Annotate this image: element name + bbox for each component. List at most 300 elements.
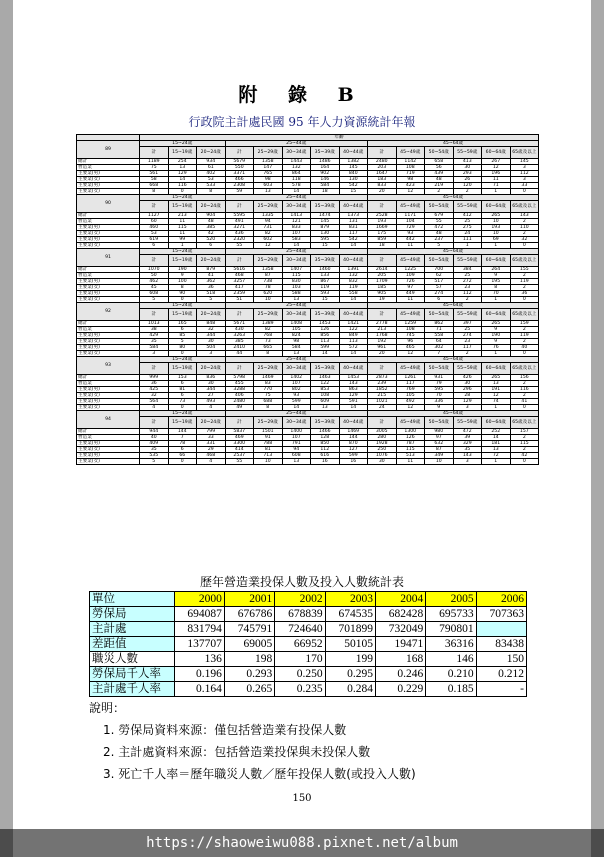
row-label: 主要業(男) bbox=[77, 345, 140, 351]
data-cell: 117 bbox=[453, 345, 482, 351]
stats-value: 69005 bbox=[224, 637, 274, 652]
year-header: 2006 bbox=[476, 592, 526, 607]
row-label: 總計 bbox=[77, 267, 140, 273]
data-cell: 24 bbox=[368, 405, 397, 411]
data-cell: 609 bbox=[311, 399, 340, 405]
data-cell: 1300 bbox=[396, 429, 425, 435]
data-cell: 384 bbox=[453, 267, 482, 273]
column-header: 30~34歲 bbox=[282, 363, 311, 375]
row-label: 主要業(男) bbox=[77, 291, 140, 297]
data-cell: 688 bbox=[254, 399, 283, 405]
data-cell: 853 bbox=[311, 387, 340, 393]
row-label: 營造業 bbox=[77, 273, 140, 279]
data-cell: 8 bbox=[254, 405, 283, 411]
data-cell: 39 bbox=[453, 435, 482, 441]
column-header: 20~24歲 bbox=[197, 147, 226, 159]
column-header: 15~19歲 bbox=[168, 417, 197, 429]
data-cell: 108 bbox=[396, 165, 425, 171]
data-cell: 491 bbox=[225, 219, 254, 225]
data-cell: 20 bbox=[368, 189, 397, 195]
stats-value: 0.185 bbox=[426, 682, 476, 697]
data-cell: 23 bbox=[453, 339, 482, 345]
data-cell: 144 bbox=[168, 429, 197, 435]
data-cell: 272 bbox=[453, 279, 482, 285]
data-cell: 97 bbox=[396, 285, 425, 291]
data-cell: 100 bbox=[168, 279, 197, 285]
group-label-25-44: 25~44歲 bbox=[225, 141, 368, 147]
stats-row bbox=[90, 637, 527, 652]
data-cell: 126 bbox=[396, 435, 425, 441]
stats-row-label: 主計處千人率 bbox=[90, 682, 175, 697]
data-cell: 1460 bbox=[311, 267, 340, 273]
data-cell: 616 bbox=[311, 453, 340, 459]
data-cell: 833 bbox=[282, 225, 311, 231]
data-cell: 32 bbox=[140, 393, 169, 399]
column-header: 25~29歲 bbox=[254, 417, 283, 429]
data-cell: 175 bbox=[368, 231, 397, 237]
data-cell: 45 bbox=[140, 285, 169, 291]
column-header: 50~54歲 bbox=[425, 147, 454, 159]
data-cell: 1768 bbox=[368, 333, 397, 339]
data-cell: 33 bbox=[197, 435, 226, 441]
data-cell: 131 bbox=[339, 219, 368, 225]
data-cell: 836 bbox=[197, 375, 226, 381]
data-cell: 69 bbox=[482, 237, 511, 243]
data-cell: 239 bbox=[368, 381, 397, 387]
data-cell: 2 bbox=[510, 339, 539, 345]
column-header: 60~64歲 bbox=[482, 363, 511, 375]
data-cell: 423 bbox=[396, 183, 425, 189]
data-cell: 56 bbox=[425, 165, 454, 171]
row-label: 主要業(男) bbox=[77, 441, 140, 447]
data-cell: 50 bbox=[140, 273, 169, 279]
year-cell: 89 bbox=[77, 141, 140, 159]
data-cell: 70 bbox=[425, 393, 454, 399]
data-cell: 1171 bbox=[396, 213, 425, 219]
data-cell: 145 bbox=[339, 165, 368, 171]
column-header: 20~24歲 bbox=[197, 417, 226, 429]
data-cell: 36 bbox=[197, 285, 226, 291]
stats-value: 137707 bbox=[174, 637, 224, 652]
stats-value: - bbox=[476, 682, 526, 697]
data-cell: 468 bbox=[197, 453, 226, 459]
data-cell: 5679 bbox=[225, 159, 254, 165]
data-cell: 116 bbox=[168, 183, 197, 189]
data-cell: 3 bbox=[510, 177, 539, 183]
data-cell: 119 bbox=[339, 285, 368, 291]
data-cell: 862 bbox=[425, 321, 454, 327]
data-cell: 42 bbox=[197, 231, 226, 237]
data-cell: 112 bbox=[510, 171, 539, 177]
row-label: 主要業(女) bbox=[77, 177, 140, 183]
data-cell: 111 bbox=[453, 237, 482, 243]
data-cell: 2528 bbox=[368, 213, 397, 219]
data-cell: 879 bbox=[311, 225, 340, 231]
row-label: 營造業 bbox=[77, 219, 140, 225]
data-cell: 1335 bbox=[254, 213, 283, 219]
column-header: 65歲及以上 bbox=[510, 417, 539, 429]
data-cell: 0 bbox=[510, 351, 539, 357]
group-label-45-64: 45~64歲 bbox=[368, 411, 539, 417]
data-cell: 1 bbox=[482, 405, 511, 411]
data-cell: 856 bbox=[311, 333, 340, 339]
stats-row-label: 勞保局 bbox=[90, 607, 175, 622]
data-cell: 94 bbox=[282, 447, 311, 453]
data-cell: 24 bbox=[453, 231, 482, 237]
notes-heading: 說明： bbox=[89, 701, 126, 715]
column-header: 15~19歲 bbox=[168, 147, 197, 159]
data-cell: 902 bbox=[311, 171, 340, 177]
column-header: 60~64歲 bbox=[482, 255, 511, 267]
data-cell: 462 bbox=[140, 279, 169, 285]
column-header: 30~34歲 bbox=[282, 255, 311, 267]
data-cell: 1358 bbox=[254, 159, 283, 165]
column-header: 55~59歲 bbox=[453, 309, 482, 321]
data-cell: 110 bbox=[510, 225, 539, 231]
data-cell: 133 bbox=[311, 273, 340, 279]
data-cell: 13 bbox=[482, 447, 511, 453]
stats-value: 732049 bbox=[375, 622, 425, 637]
data-cell: 1 bbox=[482, 243, 511, 249]
column-header: 65歲及以上 bbox=[510, 363, 539, 375]
column-header: 計 bbox=[140, 417, 169, 429]
data-cell: 426 bbox=[453, 375, 482, 381]
data-cell: 265 bbox=[482, 375, 511, 381]
stats-value: 0.250 bbox=[275, 667, 325, 682]
data-cell: 15 bbox=[311, 243, 340, 249]
column-header: 30~34歲 bbox=[282, 147, 311, 159]
data-cell: 128 bbox=[311, 435, 340, 441]
data-cell: 119 bbox=[510, 333, 539, 339]
data-cell: 1421 bbox=[339, 321, 368, 327]
stats-value: 0.164 bbox=[174, 682, 224, 697]
stats-value: 50105 bbox=[325, 637, 375, 652]
data-cell: 98 bbox=[396, 177, 425, 183]
data-cell: 5671 bbox=[225, 321, 254, 327]
data-cell: 0 bbox=[168, 351, 197, 357]
column-header: 20~24歲 bbox=[197, 309, 226, 321]
data-cell: 602 bbox=[254, 237, 283, 243]
data-cell: 931 bbox=[425, 375, 454, 381]
data-cell: 603 bbox=[254, 183, 283, 189]
data-cell: 608 bbox=[282, 453, 311, 459]
row-label: 總計 bbox=[77, 429, 140, 435]
data-cell: 30 bbox=[453, 381, 482, 387]
data-cell: 679 bbox=[425, 213, 454, 219]
column-header: 50~54歲 bbox=[425, 417, 454, 429]
column-header: 45~49歲 bbox=[396, 147, 425, 159]
data-cell: 9 bbox=[482, 339, 511, 345]
data-cell: 658 bbox=[425, 159, 454, 165]
data-cell: 19 bbox=[368, 297, 397, 303]
column-header: 35~39歲 bbox=[311, 309, 340, 321]
data-cell: 1 bbox=[482, 459, 511, 465]
data-cell: 1 bbox=[482, 189, 511, 195]
data-cell: 824 bbox=[282, 333, 311, 339]
data-cell: 122 bbox=[339, 327, 368, 333]
column-header: 計 bbox=[368, 417, 397, 429]
data-cell: 788 bbox=[254, 441, 283, 447]
data-cell: 16 bbox=[311, 459, 340, 465]
column-header: 計 bbox=[368, 309, 397, 321]
data-cell: 1021 bbox=[368, 399, 397, 405]
data-cell: 4 bbox=[197, 459, 226, 465]
column-header-row bbox=[77, 309, 539, 321]
column-header: 15~19歲 bbox=[168, 255, 197, 267]
data-cell: 442 bbox=[396, 237, 425, 243]
data-cell: 302 bbox=[425, 345, 454, 351]
data-cell: 13 bbox=[311, 405, 340, 411]
row-label: 主要業(女) bbox=[77, 459, 140, 465]
data-cell: 595 bbox=[425, 387, 454, 393]
data-cell: 164 bbox=[311, 165, 340, 171]
data-cell: 6 bbox=[168, 327, 197, 333]
column-header: 60~64歲 bbox=[482, 417, 511, 429]
data-cell: 550 bbox=[225, 165, 254, 171]
data-cell: 397 bbox=[453, 321, 482, 327]
stats-row bbox=[90, 607, 527, 622]
data-cell: 205 bbox=[368, 273, 397, 279]
data-cell: 14 bbox=[311, 351, 340, 357]
data-cell: 14 bbox=[282, 243, 311, 249]
data-cell: 165 bbox=[168, 321, 197, 327]
group-label-25-44: 25~44歲 bbox=[225, 303, 368, 309]
data-cell: 831 bbox=[339, 225, 368, 231]
data-cell: 73 bbox=[254, 339, 283, 345]
column-header: 45~49歲 bbox=[396, 201, 425, 213]
data-cell: 840 bbox=[339, 171, 368, 177]
data-cell: 2 bbox=[425, 189, 454, 195]
data-cell: 29 bbox=[197, 447, 226, 453]
data-cell: 0 bbox=[168, 189, 197, 195]
data-cell: 16 bbox=[339, 459, 368, 465]
data-cell: 91 bbox=[254, 435, 283, 441]
data-cell: 3 bbox=[453, 459, 482, 465]
data-cell: 3288 bbox=[225, 387, 254, 393]
data-cell: 6 bbox=[140, 243, 169, 249]
data-cell: 42 bbox=[510, 453, 539, 459]
data-cell: 35 bbox=[140, 447, 169, 453]
data-cell: 599 bbox=[339, 453, 368, 459]
data-cell: 2614 bbox=[368, 267, 397, 273]
year-cell: 93 bbox=[77, 357, 140, 375]
column-header: 計 bbox=[368, 255, 397, 267]
data-cell: 4 bbox=[197, 405, 226, 411]
note-item: 2. 主計處資料來源：包括營造業投保與未投保人數 bbox=[103, 745, 371, 759]
table-row bbox=[77, 459, 539, 465]
data-cell: 64 bbox=[425, 339, 454, 345]
data-cell: 267 bbox=[482, 159, 511, 165]
data-cell: 159 bbox=[510, 321, 539, 327]
data-cell: 8 bbox=[254, 351, 283, 357]
data-cell: 155 bbox=[510, 267, 539, 273]
data-cell: 3 bbox=[197, 351, 226, 357]
data-cell: 60 bbox=[140, 219, 169, 225]
data-cell: 583 bbox=[282, 237, 311, 243]
data-cell: 455 bbox=[225, 381, 254, 387]
data-cell: 48 bbox=[197, 219, 226, 225]
data-cell: 769 bbox=[396, 387, 425, 393]
data-cell: 181 bbox=[482, 441, 511, 447]
data-cell: 572 bbox=[339, 345, 368, 351]
data-cell: 535 bbox=[140, 453, 169, 459]
data-cell: 78 bbox=[168, 441, 197, 447]
data-cell: 193 bbox=[482, 225, 511, 231]
data-cell: 116 bbox=[510, 387, 539, 393]
data-cell: 2 bbox=[510, 219, 539, 225]
data-cell: 107 bbox=[282, 231, 311, 237]
data-cell: 113 bbox=[311, 339, 340, 345]
data-cell: 870 bbox=[339, 441, 368, 447]
data-cell: 344 bbox=[197, 387, 226, 393]
column-header: 35~39歲 bbox=[311, 363, 340, 375]
stats-value: 0.196 bbox=[174, 667, 224, 682]
data-cell: 4 bbox=[140, 405, 169, 411]
row-label: 主要業(男) bbox=[77, 237, 140, 243]
data-cell: 36 bbox=[510, 291, 539, 297]
data-cell: 469 bbox=[225, 435, 254, 441]
data-cell: 93 bbox=[282, 393, 311, 399]
data-cell: 30 bbox=[368, 459, 397, 465]
data-cell: 517 bbox=[425, 279, 454, 285]
row-label: 主要業(男) bbox=[77, 279, 140, 285]
column-header: 45~49歲 bbox=[396, 417, 425, 429]
group-label-15-24: 15~24歲 bbox=[140, 195, 226, 201]
data-cell: 13 bbox=[282, 351, 311, 357]
data-cell: 30 bbox=[197, 339, 226, 345]
insured-persons-table bbox=[89, 591, 527, 697]
data-cell: 153 bbox=[168, 375, 197, 381]
data-cell: 863 bbox=[339, 387, 368, 393]
data-cell: 10 bbox=[425, 459, 454, 465]
data-cell: 190 bbox=[168, 267, 197, 273]
data-cell: 143 bbox=[510, 213, 539, 219]
data-cell: 75 bbox=[140, 165, 169, 171]
data-cell: 14 bbox=[339, 405, 368, 411]
group-label-25-44: 25~44歲 bbox=[225, 195, 368, 201]
data-cell: 117 bbox=[339, 231, 368, 237]
group-label-15-24: 15~24歲 bbox=[140, 303, 226, 309]
column-header-row bbox=[77, 417, 539, 429]
stats-value: 0.284 bbox=[325, 682, 375, 697]
data-cell: 10 bbox=[482, 231, 511, 237]
data-cell: 213 bbox=[168, 213, 197, 219]
stats-value: 0.235 bbox=[275, 682, 325, 697]
data-cell: 504 bbox=[197, 345, 226, 351]
data-cell: 608 bbox=[140, 291, 169, 297]
data-cell: 402 bbox=[197, 171, 226, 177]
data-cell: 1070 bbox=[140, 267, 169, 273]
data-cell: 558 bbox=[425, 333, 454, 339]
data-cell: 8 bbox=[140, 189, 169, 195]
column-header: 計 bbox=[140, 363, 169, 375]
data-cell: 76 bbox=[482, 345, 511, 351]
column-header-row bbox=[77, 363, 539, 375]
data-cell: 588 bbox=[282, 291, 311, 297]
data-cell: 122 bbox=[311, 381, 340, 387]
data-cell: 48 bbox=[425, 177, 454, 183]
data-cell: 3271 bbox=[225, 225, 254, 231]
data-cell: 252 bbox=[482, 429, 511, 435]
data-cell: 5 bbox=[168, 339, 197, 345]
column-header: 40~44歲 bbox=[339, 309, 368, 321]
stats-value: 136 bbox=[174, 652, 224, 667]
data-cell: 6 bbox=[168, 393, 197, 399]
data-cell: 13 bbox=[482, 381, 511, 387]
data-cell: 82 bbox=[254, 327, 283, 333]
data-cell: 620 bbox=[254, 291, 283, 297]
data-cell: 425 bbox=[140, 387, 169, 393]
data-cell: 414 bbox=[225, 447, 254, 453]
data-cell: 105 bbox=[282, 327, 311, 333]
data-cell: 0 bbox=[168, 459, 197, 465]
data-cell: 5798 bbox=[225, 375, 254, 381]
row-label: 營造業 bbox=[77, 381, 140, 387]
data-cell: 5 bbox=[140, 459, 169, 465]
data-cell: 3 bbox=[510, 165, 539, 171]
data-cell: 472 bbox=[453, 429, 482, 435]
data-cell: 119 bbox=[510, 279, 539, 285]
row-label: 主要業(男) bbox=[77, 171, 140, 177]
data-cell: 833 bbox=[368, 183, 397, 189]
data-cell: 3 bbox=[453, 405, 482, 411]
stats-value: 0.210 bbox=[426, 667, 476, 682]
group-label-25-44: 25~44歲 bbox=[225, 357, 368, 363]
data-cell: 120 bbox=[453, 183, 482, 189]
data-cell: 564 bbox=[140, 399, 169, 405]
data-cell: 362 bbox=[197, 279, 226, 285]
data-cell: 115 bbox=[510, 441, 539, 447]
data-cell: 848 bbox=[197, 321, 226, 327]
column-header: 65歲及以上 bbox=[510, 309, 539, 321]
data-cell: 55 bbox=[225, 459, 254, 465]
unit-label: 單位 bbox=[90, 592, 175, 607]
data-cell: 280 bbox=[368, 435, 397, 441]
column-header: 計 bbox=[225, 417, 254, 429]
data-cell: 254 bbox=[168, 159, 197, 165]
data-cell: 5616 bbox=[225, 267, 254, 273]
data-cell: 1 bbox=[168, 243, 197, 249]
data-cell: 121 bbox=[282, 219, 311, 225]
data-cell: 73 bbox=[168, 399, 197, 405]
data-cell: 0 bbox=[168, 405, 197, 411]
column-header: 計 bbox=[140, 201, 169, 213]
data-cell: 11 bbox=[482, 177, 511, 183]
column-header: 計 bbox=[368, 201, 397, 213]
column-header: 計 bbox=[140, 147, 169, 159]
stats-value: 19471 bbox=[375, 637, 425, 652]
data-cell: 147 bbox=[254, 165, 283, 171]
data-cell: 62 bbox=[425, 273, 454, 279]
stats-value: 745791 bbox=[224, 622, 274, 637]
data-cell: 619 bbox=[140, 237, 169, 243]
year-cell: 94 bbox=[77, 411, 140, 429]
data-cell: 1408 bbox=[282, 321, 311, 327]
group-label-45-64: 45~64歲 bbox=[368, 195, 539, 201]
data-cell: 1669 bbox=[368, 225, 397, 231]
data-cell: 14 bbox=[339, 243, 368, 249]
data-cell: 2 bbox=[510, 273, 539, 279]
data-cell: 493 bbox=[197, 399, 226, 405]
data-cell: 1413 bbox=[282, 213, 311, 219]
group-label-45-64: 45~64歲 bbox=[368, 357, 539, 363]
year-header: 2005 bbox=[426, 592, 476, 607]
column-header: 60~64歲 bbox=[482, 147, 511, 159]
column-header: 65歲及以上 bbox=[510, 255, 539, 267]
group-label-25-44: 25~44歲 bbox=[225, 249, 368, 255]
data-cell: 599 bbox=[311, 345, 340, 351]
data-cell: 468 bbox=[225, 273, 254, 279]
